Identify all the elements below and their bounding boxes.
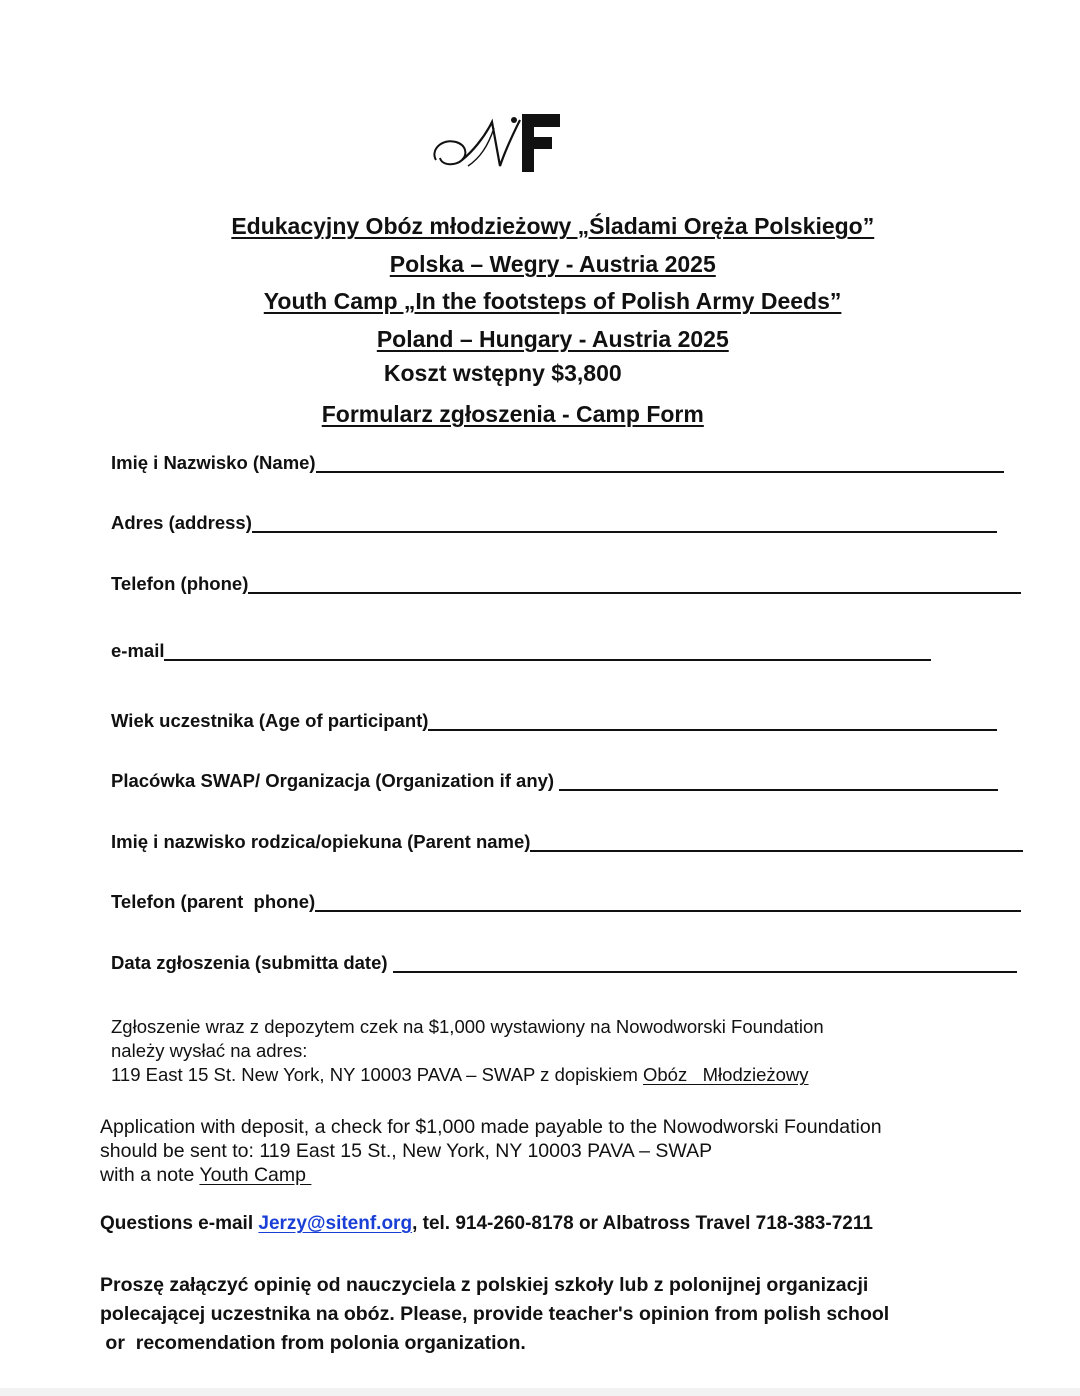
- questions-email-link[interactable]: Jerzy@sitenf.org: [258, 1213, 413, 1234]
- deposit-polish-line3: [111, 1063, 824, 1087]
- field-organization[interactable]: [111, 766, 998, 792]
- field-parent-name-line[interactable]: [530, 849, 1023, 852]
- field-age-label: Wiek uczestnika (Age of participant): [111, 710, 429, 731]
- field-submit-date-label: Data zgłoszenia (submitta date): [111, 952, 393, 973]
- deposit-english-prefix: with a note: [100, 1164, 200, 1186]
- field-name-label: Imię i Nazwisko (Name): [111, 452, 316, 473]
- field-phone-label: Telefon (phone): [111, 573, 249, 594]
- field-name[interactable]: [111, 448, 1004, 474]
- field-phone-line[interactable]: [248, 591, 1021, 594]
- nf-logo: [428, 108, 568, 178]
- field-submit-date[interactable]: [111, 948, 1017, 974]
- field-submit-date-line[interactable]: [393, 970, 1017, 973]
- countries-polish-text: Polska – Wegry - Austria 2025: [389, 251, 716, 277]
- field-email-label: e-mail: [111, 640, 165, 661]
- form-title: [0, 372, 1040, 456]
- field-address-label: Adres (address): [111, 512, 252, 533]
- deposit-english-line2: should be sent to: 119 East 15 St., New York, NY 10003 PAVA – SWAP: [100, 1140, 713, 1162]
- cost-text: Koszt wstępny $3,800: [383, 360, 622, 386]
- field-organization-label: Placówka SWAP/ Organizacja (Organization if any): [111, 770, 560, 791]
- deposit-polish-address: 119 East 15 St. New York, NY 10003 PAVA – SWAP z dopiskiem: [111, 1064, 643, 1085]
- questions-suffix: , tel. 914-260-8178 or Albatross Travel 718-383-7211: [412, 1213, 873, 1234]
- field-address-line[interactable]: [252, 530, 997, 533]
- deposit-english-line3: [100, 1163, 882, 1187]
- title-english-text: Youth Camp „In the footsteps of Polish Army Deeds”: [263, 288, 842, 314]
- countries-english-text: Poland – Hungary - Austria 2025: [376, 326, 729, 352]
- field-parent-phone-label: Telefon (parent phone): [111, 891, 316, 912]
- title-polish-text: Edukacyjny Obóz młodzieżowy „Śladami Oręża Polskiego”: [231, 213, 875, 239]
- field-parent-phone-line[interactable]: [315, 909, 1021, 912]
- field-name-line[interactable]: [316, 470, 1004, 473]
- deposit-polish-line2: należy wysłać na adres:: [111, 1040, 308, 1061]
- field-age[interactable]: [111, 706, 997, 732]
- field-email[interactable]: [111, 636, 931, 662]
- field-parent-name[interactable]: [111, 827, 1023, 853]
- form-title-text: Formularz zgłoszenia - Camp Form: [321, 401, 704, 427]
- field-phone[interactable]: [111, 569, 1021, 595]
- field-address[interactable]: [111, 508, 997, 534]
- recommendation-line1: Proszę załączyć opinię od nauczyciela z polskiej szkoły lub z polonijnej organizacji: [100, 1274, 869, 1296]
- deposit-polish-note: Obóz Młodzieżowy: [643, 1064, 809, 1085]
- deposit-polish: [111, 1015, 824, 1087]
- deposit-english: [100, 1115, 882, 1187]
- questions-prefix: Questions e-mail: [100, 1213, 259, 1234]
- field-organization-line[interactable]: [559, 788, 998, 791]
- field-parent-name-label: Imię i nazwisko rodzica/opiekuna (Parent name): [111, 831, 531, 852]
- questions-line: [100, 1212, 873, 1236]
- deposit-english-note: Youth Camp: [199, 1164, 312, 1186]
- recommendation-line3: or recomendation from polonia organization.: [100, 1332, 526, 1354]
- recommendation: [100, 1271, 889, 1358]
- deposit-polish-line1: Zgłoszenie wraz z depozytem czek na $1,000 wystawiony na Nowodworski Foundation: [111, 1016, 824, 1037]
- page-bottom-edge: [0, 1388, 1080, 1396]
- deposit-english-line1: Application with deposit, a check for $1,000 made payable to the Nowodworski Foundation: [100, 1116, 882, 1138]
- field-parent-phone[interactable]: [111, 887, 1021, 913]
- field-email-line[interactable]: [164, 658, 931, 661]
- field-age-line[interactable]: [428, 728, 997, 731]
- recommendation-line2: polecającej uczestnika na obóz. Please, provide teacher's opinion from polish school: [100, 1303, 890, 1325]
